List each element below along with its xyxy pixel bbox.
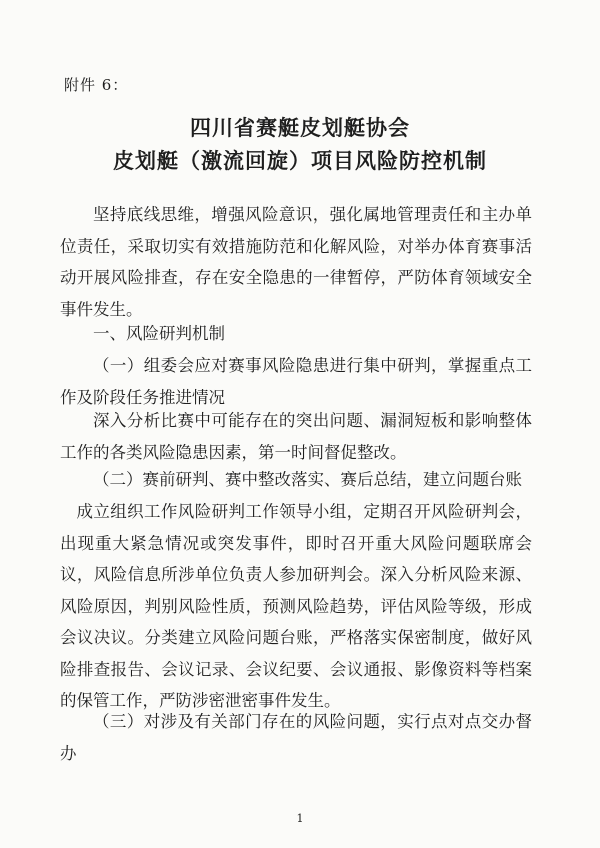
intro-paragraph: 坚持底线思维，增强风险意识，强化属地管理责任和主办单位责任，采取切实有效措施防范和化解风险，对举办体育赛事活动开展风险排查，存在安全隐患的一律暂停，严防体育领域安全事件发生。 (60, 205, 532, 319)
page-number: 1 (296, 812, 304, 825)
item1-heading: （一）组委会应对赛事风险隐患进行集中研判，掌握重点工作及阶段任务推进情况 (60, 356, 532, 407)
item1-body: 深入分析比赛中可能存在的突出问题、漏洞短板和影响整体工作的各类风险隐患因素，第一时间督促整改。 (60, 411, 532, 462)
item2-heading: （二）赛前研判、赛中整改落实、赛后总结，建立问题台账 (93, 470, 522, 489)
attachment-label: 附件 6： (64, 76, 129, 94)
document-title-line1: 四川省赛艇皮划艇协会 (190, 116, 410, 140)
section1-heading: 一、风险研判机制 (93, 324, 225, 343)
item2-body: 成立组织工作风险研判工作领导小组，定期召开风险研判会，出现重大紧急情况或突发事件，即时召开重大风险问题联席会议，风险信息所涉单位负责人参加研判会。深入分析风险来源、风险原因，判别风险性质，预测风险趋势，评估风险等级，形成会议决议。分类建立风险问题台账，严格落实保密制度，做好风险排查报告、会议记录、会议纪要、会议通报、影像资料等档案的保管工作，严防涉密泄密事件发生。 (60, 502, 532, 710)
item3-heading: （三）对涉及有关部门存在的风险问题，实行点对点交办督办 (60, 712, 532, 763)
document-title-line2: 皮划艇（激流回旋）项目风险防控机制 (113, 149, 487, 173)
